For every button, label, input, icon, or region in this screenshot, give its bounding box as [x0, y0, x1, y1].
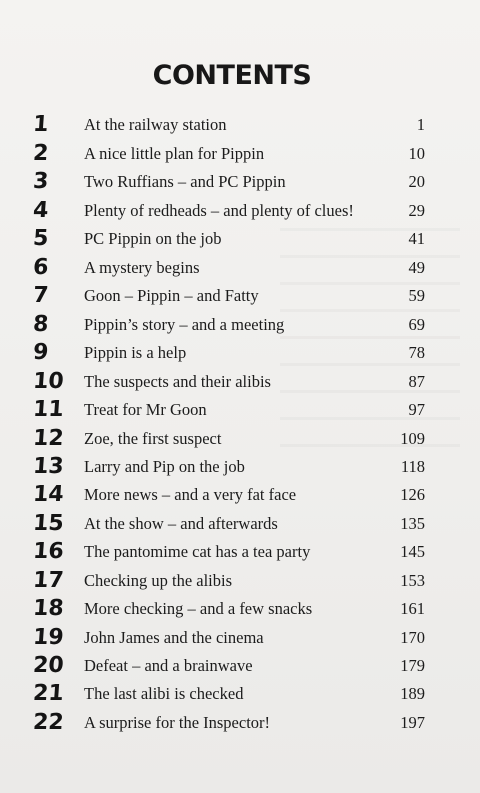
chapter-title: More news – and a very fat face — [84, 485, 297, 504]
chapter-page-number: 135 — [400, 514, 425, 533]
toc-row — [0, 680, 480, 708]
toc-row — [0, 197, 480, 225]
chapter-title: More checking – and a few snacks — [84, 599, 313, 618]
chapter-page-number: 189 — [400, 684, 425, 703]
toc-row — [0, 396, 480, 424]
chapter-title: A nice little plan for Pippin — [84, 144, 265, 163]
chapter-page-number: 29 — [408, 201, 425, 220]
toc-row — [0, 140, 480, 168]
chapter-page-number: 87 — [408, 372, 425, 391]
chapter-number: 14 — [32, 482, 65, 507]
toc-row — [0, 453, 480, 481]
toc-row — [0, 168, 480, 196]
toc-row — [0, 311, 480, 339]
chapter-page-number: 41 — [408, 229, 425, 248]
toc-row — [0, 538, 480, 566]
chapter-title: Two Ruffians – and PC Pippin — [84, 172, 286, 191]
chapter-title: A surprise for the Inspector! — [84, 713, 271, 732]
chapter-page-number: 197 — [400, 713, 425, 732]
chapter-number: 15 — [32, 511, 65, 536]
chapter-title: Larry and Pip on the job — [84, 457, 245, 476]
chapter-title: A mystery begins — [84, 258, 200, 277]
chapter-number: 9 — [32, 340, 50, 365]
chapter-title: Goon – Pippin – and Fatty — [84, 286, 259, 305]
chapter-title: PC Pippin on the job — [84, 229, 222, 248]
chapter-title: At the railway station — [84, 115, 227, 134]
chapter-page-number: 20 — [408, 172, 425, 191]
chapter-number: 21 — [32, 681, 65, 706]
chapter-page-number: 78 — [408, 343, 425, 362]
chapter-title: Treat for Mr Goon — [84, 400, 207, 419]
chapter-page-number: 10 — [408, 144, 425, 163]
chapter-number: 2 — [32, 141, 50, 166]
chapter-page-number: 126 — [400, 485, 425, 504]
chapter-page-number: 59 — [408, 286, 425, 305]
chapter-title: Checking up the alibis — [84, 571, 233, 590]
toc-row — [0, 425, 480, 453]
chapter-page-number: 1 — [416, 115, 425, 134]
toc-row — [0, 595, 480, 623]
chapter-number: 12 — [32, 426, 65, 451]
chapter-number: 10 — [32, 369, 65, 394]
chapter-number: 22 — [32, 710, 65, 735]
chapter-number: 16 — [32, 539, 65, 564]
chapter-page-number: 145 — [400, 542, 425, 561]
chapter-page-number: 109 — [400, 429, 425, 448]
chapter-number: 19 — [32, 625, 65, 650]
toc-row — [0, 481, 480, 509]
chapter-title: Pippin is a help — [84, 343, 187, 362]
chapter-title: At the show – and afterwards — [84, 514, 278, 533]
chapter-number: 8 — [32, 312, 50, 337]
chapter-title: Plenty of redheads – and plenty of clues! — [84, 201, 354, 220]
chapter-title: Zoe, the first suspect — [84, 429, 222, 448]
chapter-number: 11 — [32, 397, 65, 422]
chapter-number: 17 — [32, 568, 65, 593]
chapter-page-number: 179 — [400, 656, 425, 675]
chapter-number: 3 — [32, 169, 50, 194]
chapter-title: John James and the cinema — [84, 628, 264, 647]
chapter-title: The pantomime cat has a tea party — [84, 542, 311, 561]
chapter-page-number: 153 — [400, 571, 425, 590]
chapter-page-number: 69 — [408, 315, 425, 334]
chapter-title: The suspects and their alibis — [84, 372, 271, 391]
page-title: CONTENTS — [152, 60, 312, 92]
chapter-page-number: 97 — [408, 400, 425, 419]
toc-row — [0, 652, 480, 680]
toc-row — [0, 510, 480, 538]
chapter-number: 7 — [32, 283, 50, 308]
chapter-title: Pippin’s story – and a meeting — [84, 315, 285, 334]
chapter-title: The last alibi is checked — [84, 684, 244, 703]
toc-row — [0, 567, 480, 595]
toc-row — [0, 225, 480, 253]
toc-row — [0, 254, 480, 282]
chapter-page-number: 118 — [400, 457, 425, 476]
toc-row — [0, 282, 480, 310]
chapter-page-number: 170 — [400, 628, 425, 647]
toc-row — [0, 339, 480, 367]
toc-row — [0, 624, 480, 652]
chapter-number: 20 — [32, 653, 65, 678]
chapter-number: 13 — [32, 454, 65, 479]
chapter-number: 1 — [32, 112, 50, 137]
toc-row — [0, 368, 480, 396]
toc-row — [0, 111, 480, 139]
chapter-number: 18 — [32, 596, 65, 621]
chapter-number: 5 — [32, 226, 50, 251]
toc-row — [0, 709, 480, 737]
chapter-number: 6 — [32, 255, 50, 280]
chapter-number: 4 — [32, 198, 50, 223]
chapter-page-number: 49 — [408, 258, 425, 277]
chapter-title: Defeat – and a brainwave — [84, 656, 253, 675]
chapter-page-number: 161 — [400, 599, 425, 618]
